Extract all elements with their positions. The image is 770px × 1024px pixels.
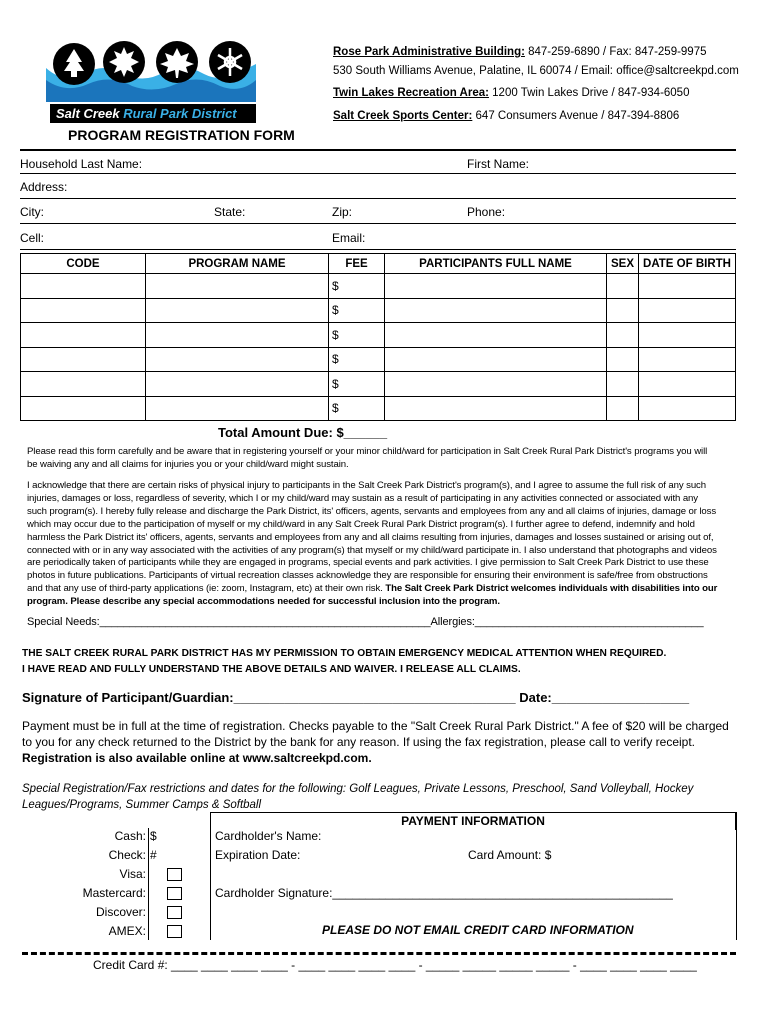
date-of-birth-cell[interactable] (639, 323, 736, 348)
program-table-row (21, 274, 736, 299)
no-email-warning: PLEASE DO NOT EMAIL CREDIT CARD INFORMATION (322, 923, 634, 937)
program-table-header (21, 254, 736, 274)
check-number-field[interactable]: # (150, 848, 157, 862)
code-cell[interactable] (21, 372, 146, 397)
program-table (20, 253, 736, 421)
participant-name-cell[interactable] (385, 323, 607, 348)
header-line-twin-lakes: Twin Lakes Recreation Area: 1200 Twin Lakes Drive / 847-934-6050 (333, 87, 690, 99)
payment-information-title: PAYMENT INFORMATION (210, 812, 736, 830)
program-name-cell[interactable] (146, 298, 329, 323)
sex-cell[interactable] (607, 396, 639, 421)
participant-name-cell[interactable] (385, 347, 607, 372)
header-line-address: 530 South Williams Avenue, Palatine, IL 60074 / Email: office@saltcreekpd.com (333, 65, 739, 77)
code-cell[interactable] (21, 298, 146, 323)
expiration-date-field[interactable]: Expiration Date: (215, 848, 301, 862)
program-table-row (21, 298, 736, 323)
program-table-row (21, 323, 736, 348)
state-label[interactable]: State: (214, 205, 246, 219)
email-label[interactable]: Email: (332, 231, 366, 245)
col-program-name: PROGRAM NAME (146, 254, 329, 274)
address-row (20, 174, 736, 199)
cardholder-signature-field[interactable]: Cardholder Signature:___________________________________________________ (215, 886, 673, 900)
household-row (20, 149, 736, 174)
col-participant-name: PARTICIPANTS FULL NAME (385, 254, 607, 274)
cardholder-name-field[interactable]: Cardholder's Name: (215, 829, 322, 843)
park-district-logo (44, 40, 260, 124)
medical-permission: THE SALT CREEK RURAL PARK DISTRICT HAS MY PERMISSION TO OBTAIN EMERGENCY MEDICAL ATTENTION WHEN REQUIRED. (22, 648, 667, 659)
code-cell[interactable] (21, 396, 146, 421)
cash-label: Cash: (114, 829, 146, 843)
col-date-of-birth: DATE OF BIRTH (639, 254, 736, 274)
fee-cell[interactable]: $ (329, 347, 385, 372)
fee-cell[interactable]: $ (329, 274, 385, 299)
date-of-birth-cell[interactable] (639, 396, 736, 421)
fee-cell[interactable]: $ (329, 323, 385, 348)
program-name-cell[interactable] (146, 323, 329, 348)
signature-line[interactable]: Signature of Participant/Guardian:_______________________________________ Date:___________________ (22, 690, 690, 705)
sex-cell[interactable] (607, 298, 639, 323)
program-table-row (21, 372, 736, 397)
payment-border-right (736, 812, 737, 940)
amex-checkbox[interactable] (167, 925, 182, 938)
cut-line-divider (22, 952, 736, 955)
participant-name-cell[interactable] (385, 298, 607, 323)
special-registration-note: Special Registration/Fax restrictions and dates for the following: Golf Leagues, Private Lessons, Preschool, Sand Volleyball, Hockey Leagues/Programs, Summer Camps & Softball (22, 783, 694, 811)
fee-cell[interactable]: $ (329, 396, 385, 421)
city-label[interactable]: City: (20, 205, 44, 219)
fee-cell[interactable]: $ (329, 372, 385, 397)
total-amount-due[interactable]: Total Amount Due: $______ (218, 425, 388, 440)
payment-method-divider (148, 828, 149, 940)
waiver-release: I HAVE READ AND FULLY UNDERSTAND THE ABOVE DETAILS AND WAIVER. I RELEASE ALL CLAIMS. (22, 664, 521, 675)
sex-cell[interactable] (607, 323, 639, 348)
header-line-rose-park: Rose Park Administrative Building: 847-259-6890 / Fax: 847-259-9975 (333, 46, 707, 58)
code-cell[interactable] (21, 347, 146, 372)
date-of-birth-cell[interactable] (639, 274, 736, 299)
cell-row (20, 224, 736, 250)
col-sex: SEX (607, 254, 639, 274)
mastercard-checkbox[interactable] (167, 887, 182, 900)
waiver-body: I acknowledge that there are certain risks of physical injury to participants in the Salt Creek Park District's program(s), and I agree to assume the full risk of any such injuries, damages or loss, regardless of severity, which I or my child/ward may sustain as a result of participating in any activities connected or associated with any such program(s). I hereby fully release and discharge the Park District, its' officers, agents, servants and employees from any and all claims of injuries, damage or loss which may occur due to the participation of myself or my child/ward in any Salt Creek Rural Park District program(s). I further agree to defend, indemnify and hold harmless the Park District its' officers, agents, servants and employees from any and all claims resulting from injuries, damages and losses sustained or arising out of, connected with or in any way associated with the activities of any program(s) that myself or my child/ward participate in. I also understand that photographs and videos are periodically taken of participants while they are engaged in programs, special events and park activities. I give permission to Salt Creek Park District to use these photos in future publications. Participants of virtual recreation classes acknowledge they are responsible for ensuring their environment is safe/free from obstructions and that any use of third-party applications (ie: zoom, Instagram, etc) at their own risk. The Salt Creek Park District welcomes individuals with disabilities into our program. Please describe any special accommodations needed for successful inclusion into the program. (27, 480, 718, 608)
check-label: Check: (108, 848, 146, 862)
code-cell[interactable] (21, 274, 146, 299)
address-label[interactable]: Address: (20, 180, 68, 194)
date-of-birth-cell[interactable] (639, 372, 736, 397)
program-table-row (21, 347, 736, 372)
participant-name-cell[interactable] (385, 372, 607, 397)
waiver-intro: Please read this form carefully and be aware that in registering yourself or your minor child/ward for participation in Salt Creek Rural Park District's programs you will be waiving any and all claims for injuries you or your child/ward might sustain. (27, 446, 708, 470)
payment-note: Payment must be in full at the time of registration. Checks payable to the "Salt Creek Rural Park District." A fee of $20 will be charged to you for any check returned to the District by the bank for any reason. If using the fax registration, please call to verify receipt. Registration is also available online at www.saltcreekpd.com. (22, 719, 729, 765)
program-name-cell[interactable] (146, 396, 329, 421)
program-name-cell[interactable] (146, 347, 329, 372)
amex-label: AMEX: (108, 924, 146, 938)
cash-amount-field[interactable]: $ (150, 829, 157, 843)
program-table-row (21, 396, 736, 421)
date-of-birth-cell[interactable] (639, 298, 736, 323)
first-name-label[interactable]: First Name: (467, 157, 530, 171)
col-code: CODE (21, 254, 146, 274)
header-line-sports-center: Salt Creek Sports Center: 647 Consumers Avenue / 847-394-8806 (333, 110, 680, 122)
sex-cell[interactable] (607, 347, 639, 372)
program-name-cell[interactable] (146, 274, 329, 299)
cell-label[interactable]: Cell: (20, 231, 45, 245)
mastercard-label: Mastercard: (82, 886, 146, 900)
payment-divider (210, 830, 211, 940)
sex-cell[interactable] (607, 274, 639, 299)
special-needs-allergies[interactable]: Special Needs:_______________________________________________________Allergies:______________________________________ (27, 616, 704, 628)
credit-card-number-field[interactable]: Credit Card #: ____ ____ ____ ____ - ____ ____ ____ ____ - _____ _____ _____ _____ - ____ ____ ____ ____ (93, 958, 697, 972)
discover-label: Discover: (95, 905, 146, 919)
card-amount-field[interactable]: Card Amount: $ (468, 848, 552, 862)
phone-label[interactable]: Phone: (467, 205, 506, 219)
household-last-name-label[interactable]: Household Last Name: (20, 157, 143, 171)
discover-checkbox[interactable] (167, 906, 182, 919)
zip-label[interactable]: Zip: (332, 205, 353, 219)
form-title: PROGRAM REGISTRATION FORM (68, 127, 295, 143)
col-fee: FEE (329, 254, 385, 274)
visa-checkbox[interactable] (167, 868, 182, 881)
participant-name-cell[interactable] (385, 396, 607, 421)
date-of-birth-cell[interactable] (639, 347, 736, 372)
program-name-cell[interactable] (146, 372, 329, 397)
city-row (20, 199, 736, 224)
sex-cell[interactable] (607, 372, 639, 397)
visa-label: Visa: (119, 867, 146, 881)
svg-text:Salt Creek Rural Park District: Salt Creek Rural Park District (56, 106, 237, 121)
participant-name-cell[interactable] (385, 274, 607, 299)
fee-cell[interactable]: $ (329, 298, 385, 323)
code-cell[interactable] (21, 323, 146, 348)
